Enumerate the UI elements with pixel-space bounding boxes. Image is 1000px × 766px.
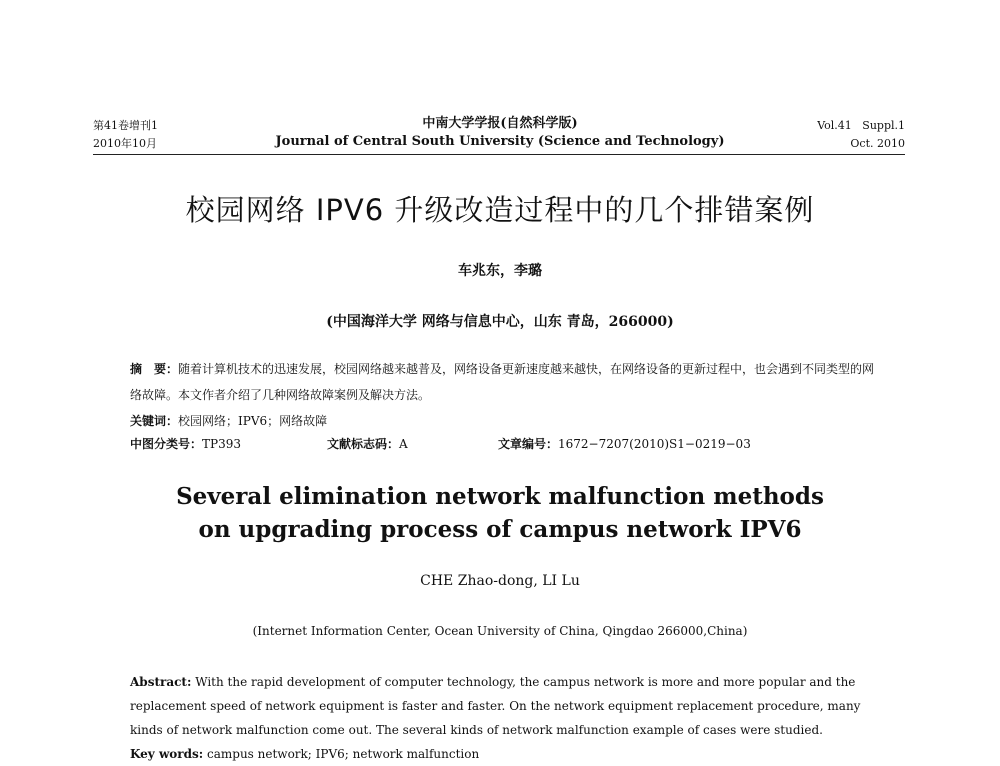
abstract-en-block bbox=[130, 670, 875, 766]
title-cn: 校园网络 IPV6 升级改造过程中的几个排错案例 bbox=[185, 193, 815, 227]
affiliation-cn: (中国海洋大学 网络与信息中心，山东 青岛，266000) bbox=[326, 314, 674, 330]
keywords-cn bbox=[130, 408, 875, 434]
clc-label: 中图分类号： bbox=[130, 437, 203, 451]
abstract-en-text: With the rapid development of computer technology, the campus network is more and more popular and the replacement speed of network equipment is faster and faster. On the network equipment replacement procedure, many kinds of network malfunction come out. The several kinds of network malfunction example of cases were studied. bbox=[130, 675, 861, 737]
header-rule bbox=[93, 154, 905, 155]
journal-name-en: Journal of Central South University (Science and Technology) bbox=[275, 134, 725, 149]
affiliation-en: (Internet Information Center, Ocean University of China, Qingdao 266000,China) bbox=[252, 624, 748, 638]
journal-name-cn: 中南大学学报(自然科学版) bbox=[422, 116, 578, 131]
header-center bbox=[260, 115, 740, 151]
keywords-en-text: campus network; IPV6; network malfunction bbox=[207, 747, 480, 761]
keywords-en-label: Key words: bbox=[130, 747, 204, 761]
document-code bbox=[327, 434, 408, 454]
keywords-cn-label: 关键词： bbox=[130, 414, 179, 428]
article-label: 文章编号： bbox=[498, 437, 559, 451]
abstract-en bbox=[130, 670, 875, 742]
abstract-cn-block bbox=[130, 356, 875, 434]
doc-label: 文献标志码： bbox=[327, 437, 400, 451]
article-id bbox=[498, 434, 751, 454]
doc-value: A bbox=[399, 437, 408, 451]
abstract-cn-text: 随着计算机技术的迅速发展，校园网络越来越普及，网络设备更新速度越来越快，在网络设备的更新过程中，也会遇到不同类型的网络故障。本文作者介绍了几种网络故障案例及解决方法。 bbox=[130, 362, 875, 402]
clc-value: TP393 bbox=[202, 437, 241, 451]
title-en-line1: Several elimination network malfunction methods bbox=[176, 483, 824, 510]
keywords-cn-text: 校园网络；IPV6；网络故障 bbox=[178, 414, 328, 428]
title-en bbox=[0, 480, 1000, 546]
keywords-en bbox=[130, 742, 875, 766]
authors-cn: 车兆东，李璐 bbox=[458, 263, 542, 279]
volume-en: Vol.41 Suppl.1 bbox=[817, 119, 905, 132]
header-right bbox=[817, 117, 905, 153]
clc-number bbox=[130, 434, 241, 454]
date-cn: 2010年10月 bbox=[93, 137, 157, 150]
title-en-line2: on upgrading process of campus network IPV6 bbox=[198, 516, 802, 543]
abstract-cn-label: 摘 要： bbox=[130, 362, 179, 376]
date-en: Oct. 2010 bbox=[850, 137, 905, 150]
volume-cn: 第41卷增刊1 bbox=[93, 119, 158, 132]
authors-en: CHE Zhao-dong, LI Lu bbox=[420, 573, 580, 589]
article-value: 1672−7207(2010)S1−0219−03 bbox=[558, 437, 751, 451]
header-left bbox=[93, 117, 158, 153]
abstract-en-label: Abstract: bbox=[130, 675, 192, 689]
abstract-cn bbox=[130, 356, 875, 408]
